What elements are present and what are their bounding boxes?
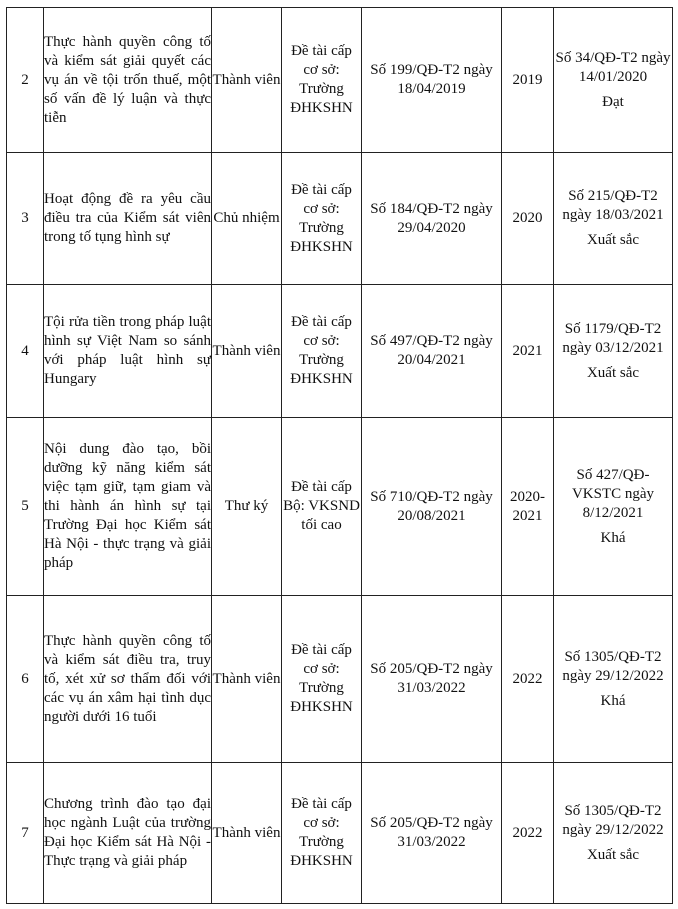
row-number: 2 bbox=[7, 8, 44, 153]
member-role: Thành viên bbox=[212, 596, 282, 763]
acceptance-result bbox=[554, 285, 673, 418]
assignment-decision: Số 497/QĐ-T2 ngày 20/04/2021 bbox=[362, 285, 502, 418]
acceptance-decision: Số 427/QĐ-VKSTC ngày 8/12/2021 bbox=[571, 466, 655, 521]
project-year: 2019 bbox=[502, 8, 554, 153]
project-level: Đề tài cấp Bộ: VKSND tối cao bbox=[282, 418, 362, 596]
acceptance-result bbox=[554, 596, 673, 763]
project-year: 2020-2021 bbox=[502, 418, 554, 596]
row-number: 3 bbox=[7, 153, 44, 285]
acceptance-decision: Số 1305/QĐ-T2 ngày 29/12/2022 bbox=[562, 648, 664, 684]
project-year: 2021 bbox=[502, 285, 554, 418]
assignment-decision: Số 199/QĐ-T2 ngày 18/04/2019 bbox=[362, 8, 502, 153]
table-row bbox=[7, 285, 673, 418]
assignment-decision: Số 205/QĐ-T2 ngày 31/03/2022 bbox=[362, 763, 502, 904]
acceptance-grade: Xuất sắc bbox=[586, 232, 640, 248]
project-level: Đề tài cấp cơ sở: Trường ĐHKSHN bbox=[282, 763, 362, 904]
acceptance-result bbox=[554, 153, 673, 285]
row-number: 5 bbox=[7, 418, 44, 596]
row-number: 4 bbox=[7, 285, 44, 418]
table-row bbox=[7, 8, 673, 153]
acceptance-result bbox=[554, 418, 673, 596]
acceptance-decision: Số 34/QĐ-T2 ngày 14/01/2020 bbox=[555, 49, 671, 85]
project-level: Đề tài cấp cơ sở: Trường ĐHKSHN bbox=[282, 596, 362, 763]
acceptance-grade: Khá bbox=[600, 692, 626, 709]
member-role: Thành viên bbox=[212, 285, 282, 418]
member-role: Chủ nhiệm bbox=[212, 153, 282, 285]
acceptance-decision: Số 215/QĐ-T2 ngày 18/03/2021 bbox=[562, 188, 664, 223]
project-year: 2022 bbox=[502, 596, 554, 763]
table-row bbox=[7, 596, 673, 763]
project-name: Nội dung đào tạo, bồi dưỡng kỹ năng kiểm sát việc tạm giữ, tạm giam và thi hành án hình sự tại Trường Đại học Kiểm sát Hà Nội - thực trạng và giải pháp bbox=[44, 418, 212, 596]
research-projects-table bbox=[6, 7, 673, 904]
project-name: Thực hành quyền công tố và kiểm sát giải quyết các vụ án về tội trốn thuế, một số vấn đề lý luận và thực tiễn bbox=[44, 8, 212, 153]
project-level: Đề tài cấp cơ sở: Trường ĐHKSHN bbox=[282, 285, 362, 418]
acceptance-grade: Khá bbox=[600, 529, 626, 546]
member-role: Thư ký bbox=[212, 418, 282, 596]
row-number: 6 bbox=[7, 596, 44, 763]
acceptance-result bbox=[554, 8, 673, 153]
project-name: Chương trình đào tạo đại học ngành Luật của trường Đại học Kiểm sát Hà Nội - Thực trạng và giải pháp bbox=[44, 763, 212, 904]
acceptance-decision: Số 1179/QĐ-T2 ngày 03/12/2021 bbox=[562, 320, 664, 356]
acceptance-grade: Đạt bbox=[602, 93, 624, 110]
project-year: 2022 bbox=[502, 763, 554, 904]
assignment-decision: Số 205/QĐ-T2 ngày 31/03/2022 bbox=[362, 596, 502, 763]
project-level: Đề tài cấp cơ sở: Trường ĐHKSHN bbox=[282, 153, 362, 285]
table-row bbox=[7, 418, 673, 596]
table-row bbox=[7, 763, 673, 904]
project-name: Hoạt động đề ra yêu cầu điều tra của Kiểm sát viên trong tố tụng hình sự bbox=[44, 153, 212, 285]
project-name: Tội rửa tiền trong pháp luật hình sự Việt Nam so sánh với pháp luật hình sự Hungary bbox=[44, 285, 212, 418]
project-year: 2020 bbox=[502, 153, 554, 285]
acceptance-grade: Xuất sắc bbox=[586, 364, 640, 381]
acceptance-decision: Số 1305/QĐ-T2 ngày 29/12/2022 bbox=[562, 802, 664, 838]
assignment-decision: Số 710/QĐ-T2 ngày 20/08/2021 bbox=[362, 418, 502, 596]
project-level: Đề tài cấp cơ sở: Trường ĐHKSHN bbox=[282, 8, 362, 153]
member-role: Thành viên bbox=[212, 763, 282, 904]
project-name: Thực hành quyền công tố và kiểm sát điều tra, truy tố, xét xử sơ thẩm đối với các vụ án xâm hại tình dục người dưới 16 tuổi bbox=[44, 596, 212, 763]
row-number: 7 bbox=[7, 763, 44, 904]
member-role: Thành viên bbox=[212, 8, 282, 153]
table-row bbox=[7, 153, 673, 285]
acceptance-result bbox=[554, 763, 673, 904]
acceptance-grade: Xuất sắc bbox=[586, 846, 640, 863]
assignment-decision: Số 184/QĐ-T2 ngày 29/04/2020 bbox=[362, 153, 502, 285]
